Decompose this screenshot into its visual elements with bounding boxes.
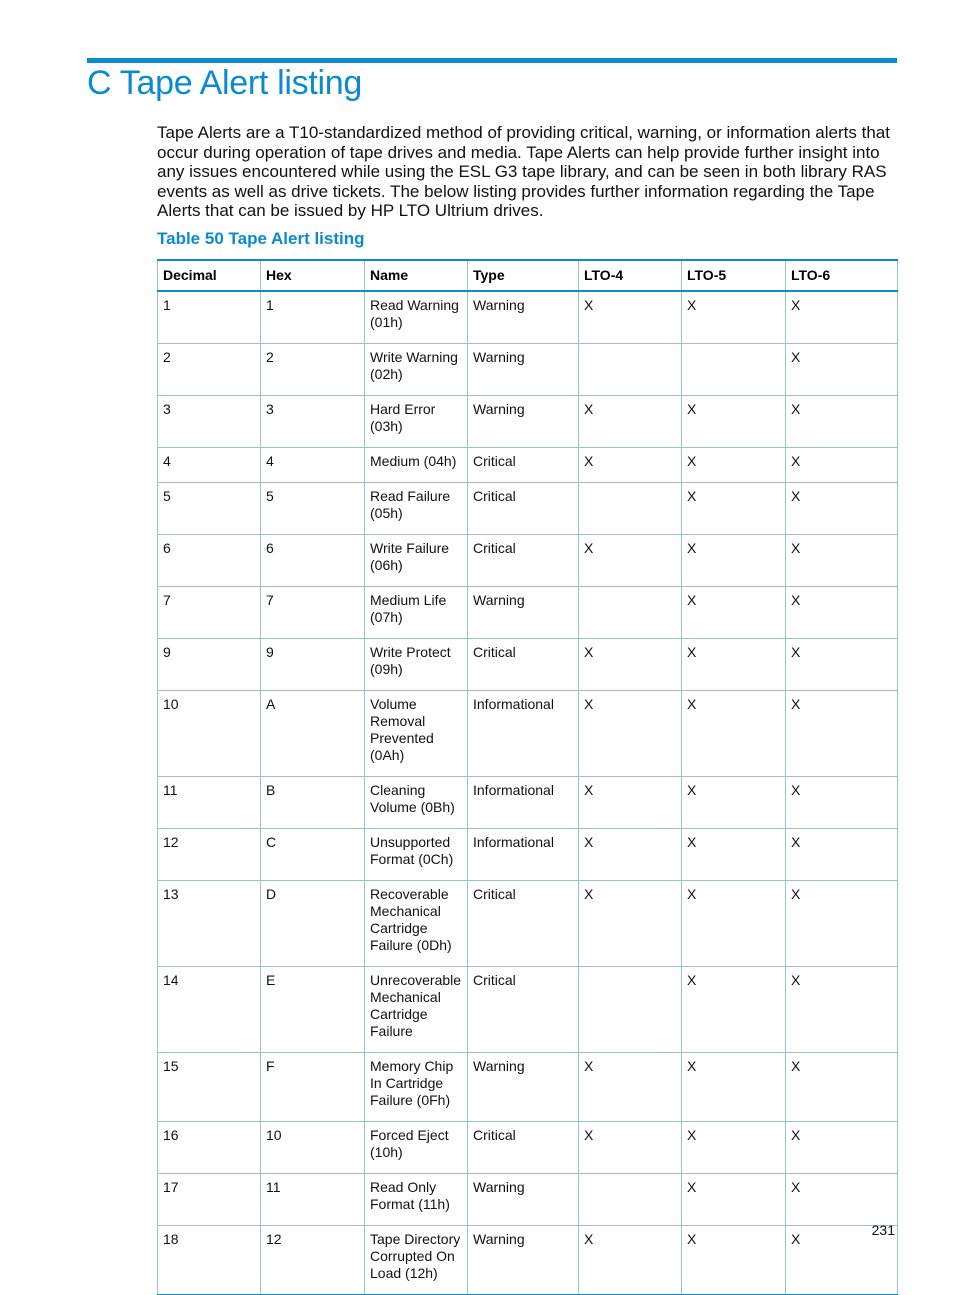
cell-lto5: X: [682, 1226, 786, 1295]
tape-alert-table: [157, 259, 898, 1295]
cell-lto5: X: [682, 881, 786, 967]
cell-lto5: X: [682, 483, 786, 535]
cell-lto5: X: [682, 291, 786, 344]
table-row: [158, 344, 898, 396]
table-row: [158, 967, 898, 1053]
cell-lto5: X: [682, 587, 786, 639]
cell-lto6: X: [786, 587, 898, 639]
cell-lto4: X: [579, 691, 682, 777]
cell-hex: 1: [261, 291, 365, 344]
cell-decimal: 4: [158, 448, 261, 483]
cell-lto6: X: [786, 1122, 898, 1174]
cell-hex: 10: [261, 1122, 365, 1174]
cell-lto5: [682, 344, 786, 396]
table-row: [158, 1174, 898, 1226]
cell-lto6: X: [786, 1053, 898, 1122]
cell-name: Forced Eject (10h): [365, 1122, 468, 1174]
cell-name: Medium Life (07h): [365, 587, 468, 639]
cell-lto4: X: [579, 1226, 682, 1295]
cell-hex: 3: [261, 396, 365, 448]
cell-lto5: X: [682, 639, 786, 691]
table-row: [158, 291, 898, 344]
cell-hex: A: [261, 691, 365, 777]
cell-type: Informational: [468, 829, 579, 881]
cell-lto6: X: [786, 777, 898, 829]
cell-lto4: [579, 483, 682, 535]
cell-lto4: X: [579, 1122, 682, 1174]
table-row: [158, 1053, 898, 1122]
cell-lto6: X: [786, 881, 898, 967]
cell-name: Recoverable Mechanical Cartridge Failure (0Dh): [365, 881, 468, 967]
cell-decimal: 2: [158, 344, 261, 396]
cell-hex: E: [261, 967, 365, 1053]
cell-lto6: X: [786, 1226, 898, 1295]
cell-name: Memory Chip In Cartridge Failure (0Fh): [365, 1053, 468, 1122]
cell-hex: 5: [261, 483, 365, 535]
cell-type: Warning: [468, 1226, 579, 1295]
cell-lto5: X: [682, 396, 786, 448]
cell-lto4: X: [579, 881, 682, 967]
cell-decimal: 1: [158, 291, 261, 344]
cell-decimal: 15: [158, 1053, 261, 1122]
cell-lto4: X: [579, 448, 682, 483]
cell-hex: 2: [261, 344, 365, 396]
cell-type: Warning: [468, 1174, 579, 1226]
column-header-lto4: LTO-4: [579, 260, 682, 291]
table-row: [158, 1226, 898, 1295]
column-header-lto5: LTO-5: [682, 260, 786, 291]
cell-lto6: X: [786, 344, 898, 396]
table-row: [158, 483, 898, 535]
cell-name: Hard Error (03h): [365, 396, 468, 448]
cell-name: Volume Removal Prevented (0Ah): [365, 691, 468, 777]
cell-decimal: 9: [158, 639, 261, 691]
cell-lto4: [579, 1174, 682, 1226]
cell-lto4: [579, 967, 682, 1053]
cell-lto5: X: [682, 1122, 786, 1174]
cell-lto5: X: [682, 829, 786, 881]
cell-name: Unsupported Format (0Ch): [365, 829, 468, 881]
chapter-top-rule: [87, 58, 897, 63]
cell-lto6: X: [786, 291, 898, 344]
column-header-hex: Hex: [261, 260, 365, 291]
cell-decimal: 18: [158, 1226, 261, 1295]
cell-lto4: [579, 344, 682, 396]
cell-name: Read Failure (05h): [365, 483, 468, 535]
cell-lto5: X: [682, 535, 786, 587]
intro-paragraph: Tape Alerts are a T10-standardized method of providing critical, warning, or information alerts that occur during operation of tape drives and media. Tape Alerts can help provide further insight into any issues encountered while using the ESL G3 tape library, and can be seen in both library RAS events as well as drive tickets. The below listing provides further information regarding the Tape Alerts that can be issued by HP LTO Ultrium drives.: [157, 123, 890, 221]
cell-hex: F: [261, 1053, 365, 1122]
cell-decimal: 14: [158, 967, 261, 1053]
table-caption: Table 50 Tape Alert listing: [157, 229, 365, 248]
cell-lto6: X: [786, 448, 898, 483]
cell-type: Critical: [468, 1122, 579, 1174]
cell-type: Critical: [468, 483, 579, 535]
cell-hex: 4: [261, 448, 365, 483]
table-row: [158, 777, 898, 829]
cell-type: Informational: [468, 691, 579, 777]
cell-lto5: X: [682, 967, 786, 1053]
cell-lto4: [579, 587, 682, 639]
column-header-lto6: LTO-6: [786, 260, 898, 291]
cell-decimal: 5: [158, 483, 261, 535]
table-row: [158, 535, 898, 587]
cell-decimal: 10: [158, 691, 261, 777]
cell-hex: 6: [261, 535, 365, 587]
table-row: [158, 1122, 898, 1174]
table-body: [158, 291, 898, 1295]
cell-decimal: 17: [158, 1174, 261, 1226]
cell-decimal: 16: [158, 1122, 261, 1174]
cell-name: Medium (04h): [365, 448, 468, 483]
cell-type: Critical: [468, 639, 579, 691]
cell-hex: C: [261, 829, 365, 881]
table-row: [158, 587, 898, 639]
column-header-decimal: Decimal: [158, 260, 261, 291]
cell-hex: 11: [261, 1174, 365, 1226]
cell-name: Write Warning (02h): [365, 344, 468, 396]
table-row: [158, 691, 898, 777]
cell-name: Unrecoverable Mechanical Cartridge Failure: [365, 967, 468, 1053]
cell-type: Warning: [468, 291, 579, 344]
column-header-type: Type: [468, 260, 579, 291]
cell-type: Critical: [468, 967, 579, 1053]
chapter-title: C Tape Alert listing: [87, 64, 362, 102]
cell-type: Critical: [468, 881, 579, 967]
cell-lto5: X: [682, 777, 786, 829]
cell-name: Write Protect (09h): [365, 639, 468, 691]
cell-type: Warning: [468, 587, 579, 639]
cell-type: Critical: [468, 535, 579, 587]
cell-lto4: X: [579, 639, 682, 691]
cell-lto5: X: [682, 1053, 786, 1122]
cell-name: Cleaning Volume (0Bh): [365, 777, 468, 829]
cell-lto4: X: [579, 291, 682, 344]
cell-lto4: X: [579, 1053, 682, 1122]
table-row: [158, 829, 898, 881]
cell-lto6: X: [786, 1174, 898, 1226]
cell-hex: 12: [261, 1226, 365, 1295]
page-number: 231: [871, 1222, 895, 1238]
table-row: [158, 448, 898, 483]
cell-name: Tape Directory Corrupted On Load (12h): [365, 1226, 468, 1295]
cell-lto5: X: [682, 691, 786, 777]
cell-lto6: X: [786, 535, 898, 587]
cell-hex: 9: [261, 639, 365, 691]
cell-lto4: X: [579, 396, 682, 448]
column-header-name: Name: [365, 260, 468, 291]
cell-decimal: 11: [158, 777, 261, 829]
cell-decimal: 13: [158, 881, 261, 967]
cell-type: Warning: [468, 1053, 579, 1122]
cell-lto4: X: [579, 535, 682, 587]
cell-decimal: 7: [158, 587, 261, 639]
cell-lto6: X: [786, 639, 898, 691]
cell-name: Read Only Format (11h): [365, 1174, 468, 1226]
cell-decimal: 6: [158, 535, 261, 587]
cell-name: Write Failure (06h): [365, 535, 468, 587]
cell-name: Read Warning (01h): [365, 291, 468, 344]
cell-decimal: 3: [158, 396, 261, 448]
cell-type: Warning: [468, 344, 579, 396]
cell-hex: B: [261, 777, 365, 829]
cell-decimal: 12: [158, 829, 261, 881]
cell-type: Critical: [468, 448, 579, 483]
cell-type: Informational: [468, 777, 579, 829]
cell-lto4: X: [579, 777, 682, 829]
cell-type: Warning: [468, 396, 579, 448]
cell-lto6: X: [786, 967, 898, 1053]
cell-lto6: X: [786, 829, 898, 881]
cell-hex: D: [261, 881, 365, 967]
cell-hex: 7: [261, 587, 365, 639]
cell-lto6: X: [786, 483, 898, 535]
table-header-row: [158, 260, 898, 291]
cell-lto4: X: [579, 829, 682, 881]
cell-lto5: X: [682, 1174, 786, 1226]
table-row: [158, 639, 898, 691]
cell-lto6: X: [786, 691, 898, 777]
cell-lto6: X: [786, 396, 898, 448]
table-row: [158, 881, 898, 967]
table-row: [158, 396, 898, 448]
cell-lto5: X: [682, 448, 786, 483]
